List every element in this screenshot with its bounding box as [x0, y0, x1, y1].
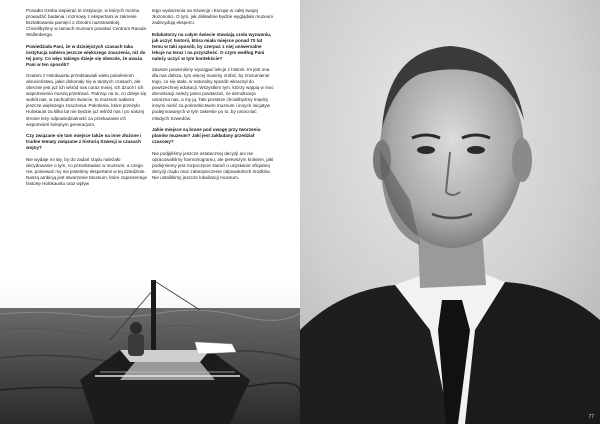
paragraph: Nie podjęliśmy jeszcze ostatecznej decyzji ani nie opracowaliśmy harmonogramu, ale pierwszym krokiem, jaki podejmiemy jest rozpoczęcie starań o uzyskanie oficjalnej decyzji rządu oraz zabezpieczenie odpowiednich środków. Nie ustaliliśmy jeszcze lokalizacji muzeum.: [152, 150, 274, 180]
interview-question: Czy związane się tam miejsce także na inne złożone i trudne tematy związane z historią Szwecji w czasach wojny?: [26, 133, 142, 151]
boat-photo-image: [0, 280, 300, 424]
text-column-left: [26, 8, 148, 192]
interview-question: Edukatorzy na całym świecie stawiają czoła wyzwaniu, jak uczyć historii, która miała miejsce ponad 70 lat temu w taki sposób, by czerpać z niej uniwersalne lekcje na teraz i na przyszłość. O czym według Pani należy uczyć w tym kontekście?: [152, 31, 272, 61]
portrait-photo: [300, 0, 600, 424]
page-number: 77: [588, 414, 594, 420]
paragraph: Ocaleni z Holokaustu przedstawiali wielu pokoleniom okrucieństwa, jakie dokonały się w tamtych czasach, ale obecnie jest już ich wśród nas coraz mniej. Ich dzuch i ich wspomnienia muszą przetrwać. Patrząc na to, co dzieje się wokół nas, w zachodnim świecie, to muzeum nabiera jeszcze większego znaczenia. Pokolenia, które przeżyło Holokaust za kilka lat nie będzie już wśród nas i po naszej stronie leży odpowiedzialność za przekazanie ich wspomnień kolejnym generacjom.: [26, 73, 147, 127]
paragraph: Zawsze powinniśmy wyciągać lekcje z historii. Im jest ona dla nas dalsza, tym więcej musimy zrobić, by zrozumienie tego, co się stało, w naturalny sposób wkraczył do powszechnej edukacji. Wszystkim tym, którzy wątpią w moc demokracji należy jasno powtarzać, że demokracja umarzna nas, a my ją. Taki prostsze chcielibyśmy między innymi nieść za pośrednictwem muzeum i innych inicjatyw podejmowanych w tym zakresie po to, by umacniać młodych Szwedów.: [152, 67, 274, 121]
interview-question: Jakie miejsce są brane pod uwagę przy tworzeniu planów muzeum? Jaki jest zakładany przedział czasowy?: [152, 126, 261, 145]
paragraph: Nie wydaje mi się, by do zadań rządu należało decydowanie o tym, co przedstawiać w muzeum, a czego nie, ponieważ my nie jesteśmy ekspertami w tej dziedzinie. Naszą ambicją jest stworzenie Muzeum, które zaprezentuje historię Holokaustu oraz wpływ: [26, 156, 148, 186]
paragraph: Ponadto trzeba wspierać te instytucje, w których można prowadzić badania i rozmowy z ekspertami w zakresie kształtowania pamięci o zbrodni nazistowskiej. Chcielibyśmy w ramach muzeum powołać Centrum Raoula Wallenberga.: [26, 8, 146, 38]
text-column-right: [152, 8, 274, 186]
interview-question: Powiedziała Pani, że w dzisiejszych czasach taka instytucja nabiera jeszcze większego znaczenia, niż do tej pory. Co więc takiego dzieje się obecnie, że uważa Pani w ten sposób?: [26, 43, 146, 67]
paragraph: tego wydarzenia na Szwecję i Europę w całej swojej złożoności. O tym, jak dokładnie będzie wyglądało muzeum zadecydują eksperci.: [152, 8, 274, 26]
boat-photo: [0, 280, 300, 424]
portrait-photo-image: [300, 0, 600, 424]
